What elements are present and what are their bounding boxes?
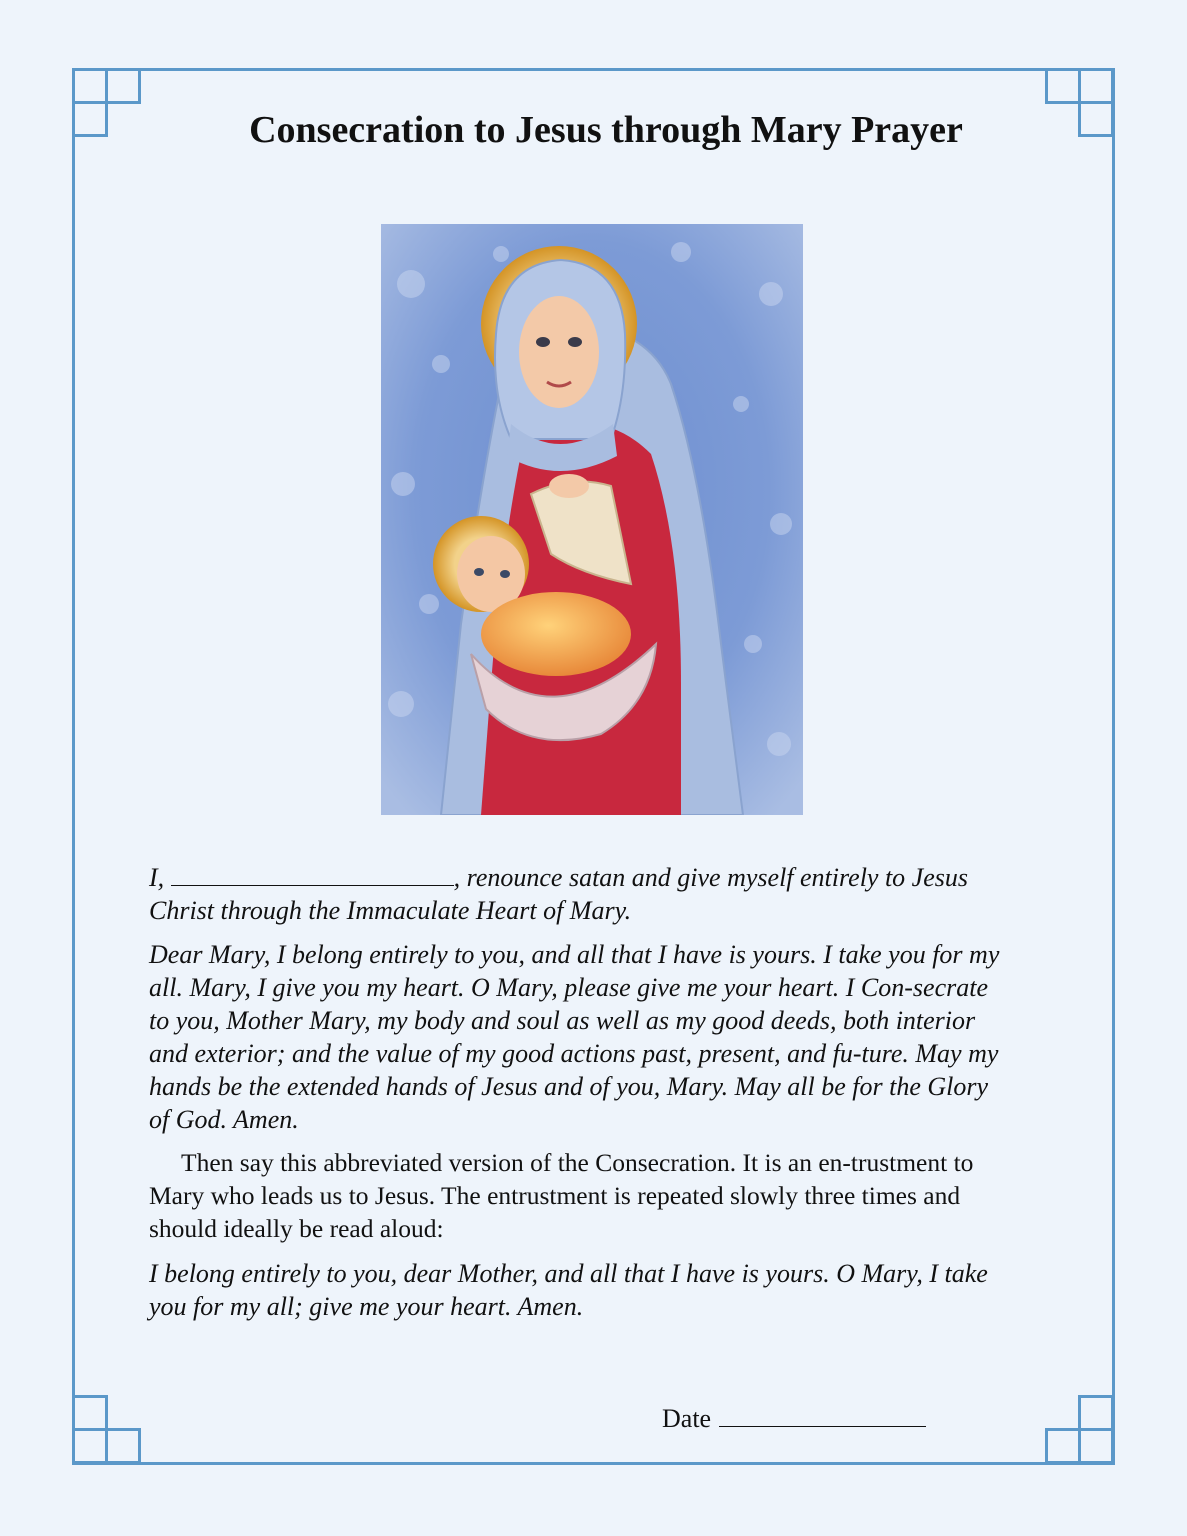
page-title: Consecration to Jesus through Mary Prayer (249, 109, 963, 151)
renunciation-paragraph (149, 861, 1011, 927)
renunciation-start: I, (149, 863, 165, 892)
dear-mary-paragraph: Dear Mary, I belong entirely to you, and all that I have is yours. I take you for my all. Mary, I give you my heart. O Mary, please give me your heart. I Con-secrate to you, Mother Mary, my body and soul as well as my good deeds, both interior and exterior; and the value of my good actions past, present, and fu-ture. May my hands be the extended hands of Jesus and of you, Mary. May all be for the Glory of God. Amen. (149, 940, 1000, 1134)
short-prayer-paragraph: I belong entirely to you, dear Mother, and all that I have is yours. O Mary, I take you for my all; give me your heart. Amen. (149, 1259, 988, 1321)
madonna-and-child-icon (381, 224, 803, 815)
name-blank-line[interactable] (171, 861, 454, 886)
renunciation-text: , renounce satan and give myself entirely to Jesus Christ through the Immaculate Heart of Mary. (149, 863, 968, 925)
date-label: Date (662, 1404, 712, 1433)
corner-ornament-bottom-left (72, 1395, 142, 1465)
date-field (662, 1400, 926, 1434)
corner-ornament-bottom-right (1045, 1395, 1115, 1465)
date-blank-line[interactable] (719, 1400, 926, 1427)
instruction-paragraph (149, 1146, 1011, 1245)
madonna-and-child-painting (381, 224, 803, 815)
instruction-text: Then say this abbreviated version of the Consecration. It is an en-trustment to Mary who leads us to Jesus. The entrustment is repeated slowly three times and should ideally be read aloud: (149, 1148, 974, 1243)
